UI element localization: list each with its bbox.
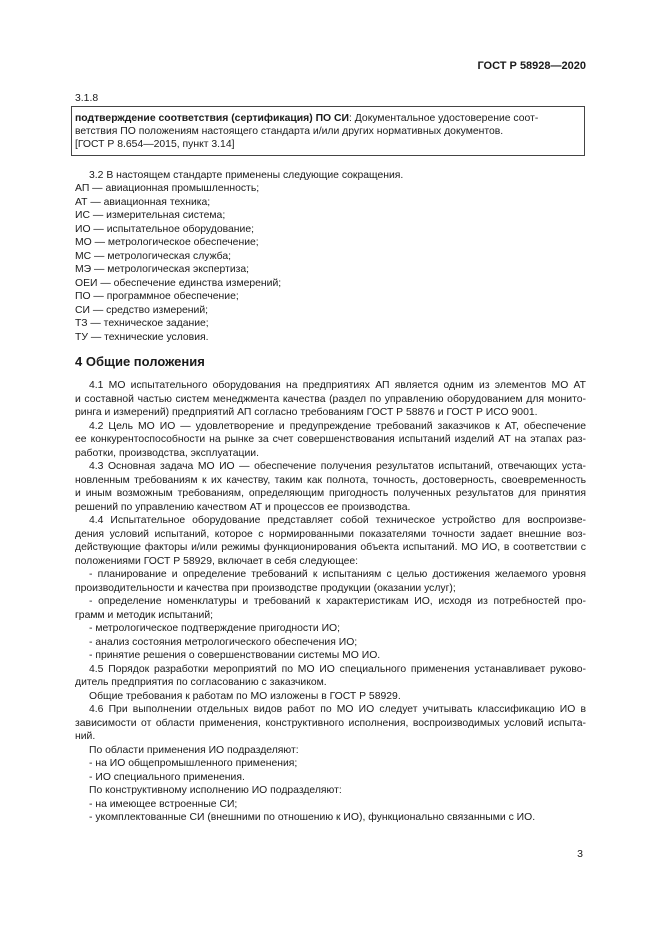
body-line: и составной частью систем менеджмента качества (раздел по управлению оборудованием для монито- xyxy=(75,393,586,405)
standard-header: ГОСТ Р 58928—2020 xyxy=(477,60,586,72)
body-line: положениями ГОСТ Р 58929, включает в себя следующее: xyxy=(75,555,359,567)
definition-term: подтверждение соответствия (сертификация) ПО СИ xyxy=(75,113,349,124)
list-item: - определение номенклатуры и требований к характеристикам ИО, исходя из потребностей про- xyxy=(89,596,586,607)
list-item: - на ИО общепромышленного применения; xyxy=(89,758,298,769)
body-line: ний. xyxy=(75,731,96,742)
abbrev-item: ПО — программное обеспечение; xyxy=(75,291,239,302)
body-line: дения условий испытаний, которое с нормированными показателями точности задает внешние воз- xyxy=(75,528,586,540)
abbrev-item: МО — метрологическое обеспечение; xyxy=(75,237,259,248)
abbrev-item: ИС — измерительная система; xyxy=(75,210,226,221)
body-line: 4.5 Порядок разработки мероприятий по МО ИО специального применения устанавливает руково- xyxy=(89,663,586,675)
abbrev-intro: 3.2 В настоящем стандарте применены следующие сокращения. xyxy=(89,170,404,181)
abbrev-item: ТУ — технические условия. xyxy=(75,331,209,343)
section-title: 4 Общие положения xyxy=(75,354,205,369)
list-item: - метрологическое подтверждение пригодности ИО; xyxy=(89,623,341,634)
body-line: 4.3 Основная задача МО ИО — обеспечение получения результатов испытаний, отвечающих уста- xyxy=(89,461,586,472)
abbrev-item: СИ — средство измерений; xyxy=(75,304,209,316)
body-line: новленным требованиям к их качеству, таким как полнота, точность, достоверность, своевременность xyxy=(75,474,586,486)
body-line: 4.4 Испытательное оборудование представляет собой техническое устройство для воспроизве- xyxy=(89,515,586,526)
abbrev-item: АП — авиационная промышленность; xyxy=(75,183,260,194)
body-line: ринга и измерений) предприятий АП согласно требованиям ГОСТ Р 58876 и ГОСТ Р ИСО 9001. xyxy=(75,407,538,418)
body-line: и иным возможным требованиям, определяющим пригодность полученных результатов для принятия xyxy=(75,488,586,499)
abbrev-item: АТ — авиационная техника; xyxy=(75,196,211,208)
definition-line-1 xyxy=(75,112,586,125)
list-item: - анализ состояния метрологического обеспечения ИО; xyxy=(89,636,358,648)
body-line: решений по управлению качеством АТ и процессов ее производства. xyxy=(75,501,411,513)
page-number: 3 xyxy=(577,848,583,860)
body-line: 4.1 МО испытательного оборудования на предприятиях АП является одним из элементов МО АТ xyxy=(89,380,586,391)
abbrev-item: МЭ — метрологическая экспертиза; xyxy=(75,264,250,275)
body-line: грамм и методик испытаний; xyxy=(75,609,214,621)
body-line: работки, производства, эксплуатации. xyxy=(75,447,259,459)
abbrev-item: МС — метрологическая служба; xyxy=(75,250,232,262)
body-line: По области применения ИО подразделяют: xyxy=(89,744,299,756)
list-item: - на имеющее встроенные СИ; xyxy=(89,798,238,810)
list-item: - принятие решения о совершенствовании системы МО ИО. xyxy=(89,650,381,661)
abbrev-item: ТЗ — техническое задание; xyxy=(75,318,209,329)
body-line: 4.6 При выполнении отдельных видов работ по МО ИО следует учитывать классификацию ИО в xyxy=(89,704,586,715)
abbrev-item: ОЕИ — обеспечение единства измерений; xyxy=(75,277,282,289)
definition-number: 3.1.8 xyxy=(75,93,99,104)
body-line: действующие факторы и/или режимы функционирования объекта испытаний. МО ИО, в соответствии с xyxy=(75,542,586,553)
definition-source: [ГОСТ Р 8.654—2015, пункт 3.14] xyxy=(75,139,235,150)
definition-text-1: : Документальное удостоверение соот- xyxy=(348,113,539,124)
body-line: По конструктивному исполнению ИО подразделяют: xyxy=(89,785,342,796)
body-line: 4.2 Цель МО ИО — удовлетворение и предупреждение требований заказчиков к АТ, обеспечение xyxy=(89,420,586,432)
abbrev-item: ИО — испытательное оборудование; xyxy=(75,223,254,235)
body-line: производительности и качества при производстве продукции (оказании услуг); xyxy=(75,582,456,594)
body-line: Общие требования к работам по МО изложены в ГОСТ Р 58929. xyxy=(89,690,401,702)
body-line: дитель предприятия по согласованию с заказчиком. xyxy=(75,677,327,688)
list-item: - ИО специального применения. xyxy=(89,771,245,783)
definition-line-2: ветствия ПО положениям настоящего стандарта и/или других нормативных документов. xyxy=(75,126,504,137)
list-item: - укомплектованные СИ (внешними по отношению к ИО), функционально связанными с ИО. xyxy=(89,812,536,823)
body-line: зависимости от области применения, конструктивного исполнения, воспроизводимых условий испыта- xyxy=(75,717,586,729)
body-line: ее конкурентоспособности на рынке за счет совершенствования испытаний изделий АТ на этапах раз- xyxy=(75,434,586,445)
list-item: - планирование и определение требований к испытаниям с целью достижения желаемого уровня xyxy=(89,569,586,580)
